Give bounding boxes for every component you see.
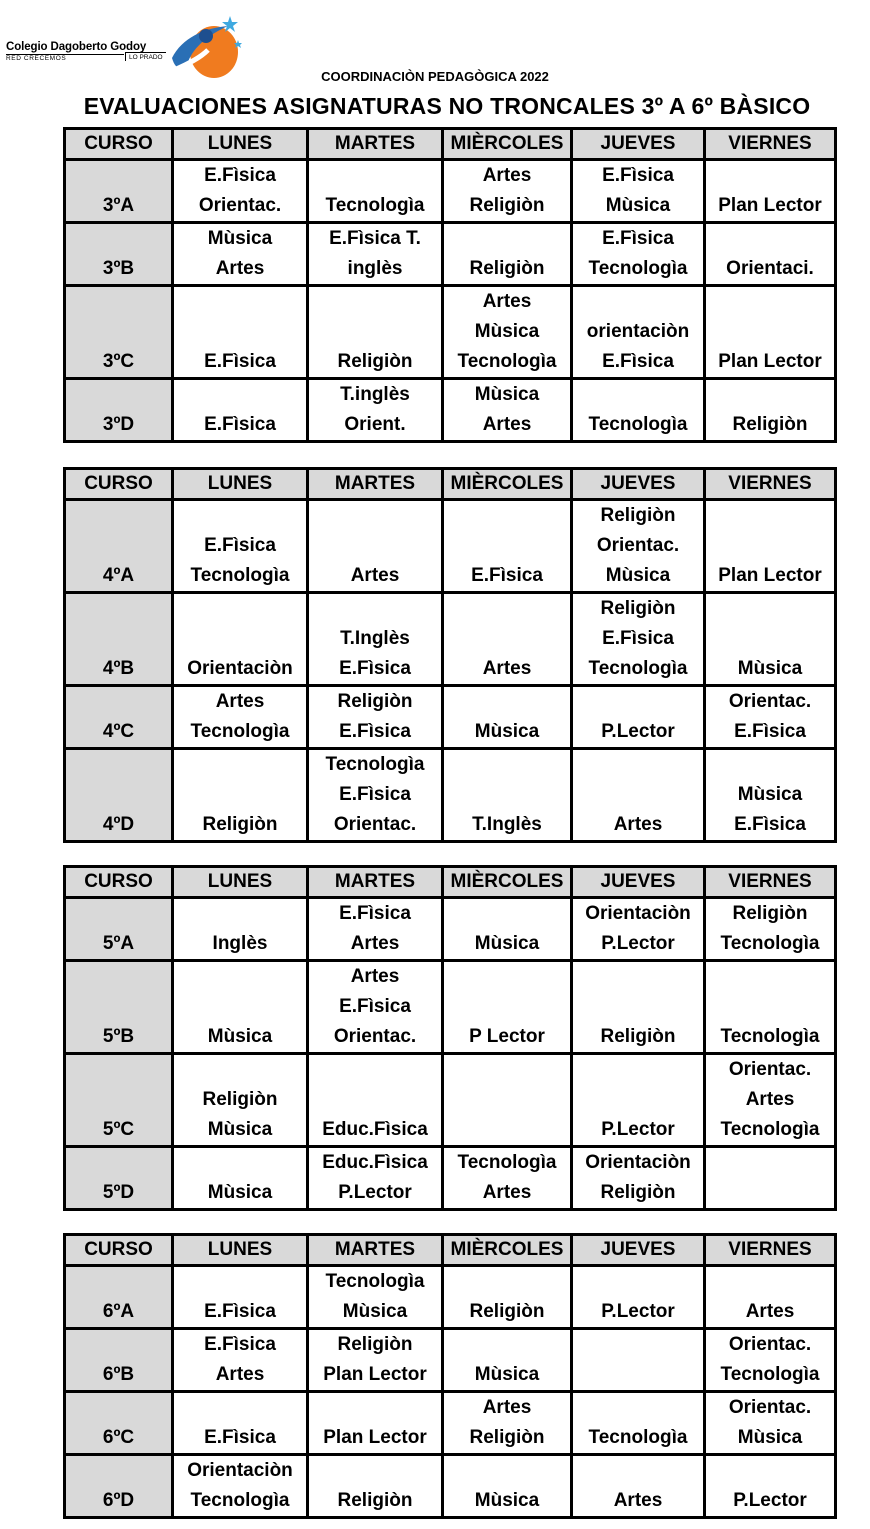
- subject-cell: [705, 1266, 836, 1329]
- subject-label: Religiòn: [469, 1427, 545, 1448]
- column-header: MARTES: [308, 469, 443, 500]
- subject-cell: [308, 1147, 443, 1210]
- subject-label: E.Fìsica: [204, 1334, 276, 1355]
- subject-label: Orientac.: [198, 195, 282, 216]
- schedule-table: [63, 865, 837, 1211]
- page-title: EVALUACIONES ASIGNATURAS NO TRONCALES 3º A 6º BÀSICO: [83, 93, 811, 119]
- subject-cell: [443, 898, 572, 961]
- subject-cell: [308, 1054, 443, 1147]
- subject-cell: [572, 286, 705, 379]
- subject-cell: [572, 1266, 705, 1329]
- course-cell: 6ºC: [65, 1392, 173, 1455]
- subject-label: Mùsica: [474, 933, 540, 954]
- subject-label: Mùsica: [605, 195, 671, 216]
- subject-label: E.Fìsica T.: [329, 228, 421, 249]
- subject-cell: [443, 1392, 572, 1455]
- subject-label: Tecnologìa: [190, 721, 290, 742]
- column-header: MARTES: [308, 867, 443, 898]
- subject-cell: [443, 749, 572, 842]
- subject-label: Artes: [350, 966, 400, 987]
- subject-label: Artes: [482, 165, 532, 186]
- table-row: [65, 286, 836, 379]
- subject-cell: [572, 223, 705, 286]
- subject-cell: [173, 1455, 308, 1518]
- subject-label: E.Fìsica: [204, 414, 276, 435]
- table-row: [65, 1392, 836, 1455]
- subject-cell: [443, 593, 572, 686]
- subject-label: Artes: [745, 1089, 795, 1110]
- subject-cell: [705, 160, 836, 223]
- subject-label: Orientaciòn: [585, 903, 691, 924]
- column-header: LUNES: [173, 1235, 308, 1266]
- subject-label: Religiòn: [469, 258, 545, 279]
- subject-cell: [173, 686, 308, 749]
- subject-label: Orientac.: [728, 1059, 812, 1080]
- subject-cell: [173, 1266, 308, 1329]
- table-row: [65, 160, 836, 223]
- header-row: [65, 1235, 836, 1266]
- subject-cell: [443, 686, 572, 749]
- column-header: JUEVES: [572, 129, 705, 160]
- subject-label: Tecnologìa: [588, 1427, 688, 1448]
- subject-label: T.Inglès: [472, 814, 542, 835]
- subject-cell: [173, 749, 308, 842]
- subject-cell: [173, 1147, 308, 1210]
- subject-label: Artes: [613, 1490, 663, 1511]
- table-row: [65, 1455, 836, 1518]
- subject-cell: [308, 223, 443, 286]
- subject-label: Artes: [482, 291, 532, 312]
- subject-label: Tecnologìa: [720, 1119, 820, 1140]
- subject-cell: [572, 1392, 705, 1455]
- subject-cell: [173, 160, 308, 223]
- subject-label: Plan Lector: [323, 1427, 427, 1448]
- subject-cell: [308, 160, 443, 223]
- subject-cell: [308, 1392, 443, 1455]
- subject-cell: [443, 500, 572, 593]
- subject-label: Religiòn: [600, 505, 676, 526]
- subject-label: Religiòn: [600, 1026, 676, 1047]
- header-row: [65, 129, 836, 160]
- course-cell: 3ºC: [65, 286, 173, 379]
- subject-cell: [443, 1455, 572, 1518]
- table-row: [65, 223, 836, 286]
- subject-label: Artes: [350, 933, 400, 954]
- subject-label: P.Lector: [601, 1301, 675, 1322]
- subject-label: Plan Lector: [718, 195, 822, 216]
- course-cell: 4ºC: [65, 686, 173, 749]
- subject-label: Religiòn: [337, 691, 413, 712]
- subject-label: E.Fìsica: [602, 165, 674, 186]
- subject-label: E.Fìsica: [471, 565, 543, 586]
- subject-label: Tecnologìa: [457, 1152, 557, 1173]
- subject-cell: [705, 1147, 836, 1210]
- subject-label: Orient.: [344, 414, 406, 435]
- subject-label: Orientaciòn: [585, 1152, 691, 1173]
- subject-label: Artes: [482, 1397, 532, 1418]
- subject-label: Mùsica: [207, 1119, 273, 1140]
- subject-label: Religiòn: [202, 814, 278, 835]
- subject-label: Artes: [215, 691, 265, 712]
- column-header: LUNES: [173, 469, 308, 500]
- subject-cell: [443, 1147, 572, 1210]
- subject-label: E.Fìsica: [734, 721, 806, 742]
- course-cell: 6ºD: [65, 1455, 173, 1518]
- subject-label: E.Fìsica: [339, 658, 411, 679]
- course-cell: 6ºA: [65, 1266, 173, 1329]
- subject-cell: [308, 379, 443, 442]
- course-cell: 3ºA: [65, 160, 173, 223]
- subject-cell: [308, 961, 443, 1054]
- subject-cell: [572, 379, 705, 442]
- subject-cell: [572, 898, 705, 961]
- subject-cell: [308, 286, 443, 379]
- subject-cell: [705, 686, 836, 749]
- subject-label: Orientac.: [596, 535, 680, 556]
- place-name: LO PRADO: [125, 52, 166, 61]
- subject-label: Orientaciòn: [187, 1460, 293, 1481]
- column-header: CURSO: [65, 867, 173, 898]
- subject-label: P.Lector: [601, 721, 675, 742]
- table-row: [65, 1266, 836, 1329]
- subject-label: Religiòn: [337, 1334, 413, 1355]
- subject-cell: [572, 1455, 705, 1518]
- column-header: MIÈRCOLES: [443, 469, 572, 500]
- subject-label: E.Fìsica: [339, 903, 411, 924]
- subject-label: Mùsica: [474, 1364, 540, 1385]
- column-header: MIÈRCOLES: [443, 1235, 572, 1266]
- course-cell: 3ºD: [65, 379, 173, 442]
- subject-label: Tecnologìa: [588, 658, 688, 679]
- subject-label: E.Fìsica: [602, 351, 674, 372]
- subject-cell: [572, 1054, 705, 1147]
- subject-cell: [173, 1392, 308, 1455]
- subject-label: T.Inglès: [340, 628, 410, 649]
- subject-cell: [308, 749, 443, 842]
- course-cell: 5ºB: [65, 961, 173, 1054]
- subject-cell: [705, 379, 836, 442]
- header-row: [65, 469, 836, 500]
- subject-label: E.Fìsica: [602, 228, 674, 249]
- subject-cell: [572, 961, 705, 1054]
- subject-label: Plan Lector: [718, 565, 822, 586]
- table-row: [65, 379, 836, 442]
- subject-label: Religiòn: [202, 1089, 278, 1110]
- subject-label: Mùsica: [474, 384, 540, 405]
- subject-label: E.Fìsica: [734, 814, 806, 835]
- subject-label: Orientac.: [728, 1397, 812, 1418]
- column-header: VIERNES: [705, 867, 836, 898]
- schedule-table: [63, 1233, 837, 1519]
- course-cell: 3ºB: [65, 223, 173, 286]
- subject-label: Religiòn: [600, 598, 676, 619]
- table-row: [65, 500, 836, 593]
- subject-cell: [443, 379, 572, 442]
- subject-cell: [705, 1054, 836, 1147]
- subject-cell: [572, 500, 705, 593]
- subject-cell: [443, 286, 572, 379]
- subject-cell: [173, 1329, 308, 1392]
- subject-label: Mùsica: [342, 1301, 408, 1322]
- column-header: CURSO: [65, 129, 173, 160]
- subject-cell: [173, 961, 308, 1054]
- course-cell: 5ºD: [65, 1147, 173, 1210]
- subject-label: Religiòn: [732, 414, 808, 435]
- subject-cell: [173, 593, 308, 686]
- subject-cell: [443, 223, 572, 286]
- subject-label: Mùsica: [207, 1182, 273, 1203]
- subject-cell: [173, 286, 308, 379]
- subject-cell: [173, 500, 308, 593]
- column-header: MARTES: [308, 129, 443, 160]
- subject-label: Mùsica: [737, 1427, 803, 1448]
- column-header: LUNES: [173, 129, 308, 160]
- column-header: CURSO: [65, 469, 173, 500]
- subject-cell: [308, 898, 443, 961]
- subject-label: Educ.Fìsica: [322, 1119, 428, 1140]
- table-row: [65, 1147, 836, 1210]
- subject-label: E.Fìsica: [204, 165, 276, 186]
- subject-label: Artes: [482, 1182, 532, 1203]
- subject-label: Mùsica: [737, 784, 803, 805]
- school-name: Colegio Dagoberto Godoy: [6, 41, 147, 53]
- subject-label: Artes: [613, 814, 663, 835]
- subject-cell: [443, 160, 572, 223]
- subject-label: Tecnologìa: [588, 414, 688, 435]
- subject-cell: [705, 223, 836, 286]
- subject-label: Inglès: [212, 933, 268, 954]
- subject-label: Artes: [215, 258, 265, 279]
- course-cell: 4ºA: [65, 500, 173, 593]
- subject-label: Orientac.: [333, 814, 417, 835]
- subject-label: Mùsica: [605, 565, 671, 586]
- subject-label: T.inglès: [340, 384, 410, 405]
- column-header: CURSO: [65, 1235, 173, 1266]
- subject-label: Artes: [215, 1364, 265, 1385]
- subject-cell: [705, 898, 836, 961]
- subject-label: Orientaciòn: [187, 658, 293, 679]
- table-row: [65, 749, 836, 842]
- subject-cell: [173, 379, 308, 442]
- subject-cell: [705, 500, 836, 593]
- subject-label: Religiòn: [469, 1301, 545, 1322]
- subject-cell: [572, 160, 705, 223]
- course-cell: 5ºC: [65, 1054, 173, 1147]
- subject-cell: [308, 500, 443, 593]
- subject-label: Tecnologìa: [325, 1271, 425, 1292]
- subject-label: Educ.Fìsica: [322, 1152, 428, 1173]
- subject-cell: [705, 749, 836, 842]
- column-header: JUEVES: [572, 1235, 705, 1266]
- subject-label: inglès: [347, 258, 403, 279]
- subject-label: Plan Lector: [718, 351, 822, 372]
- subject-cell: [705, 1392, 836, 1455]
- subject-cell: [308, 593, 443, 686]
- column-header: MIÈRCOLES: [443, 867, 572, 898]
- coordination-heading: COORDINACIÒN PEDAGÒGICA 2022: [321, 69, 549, 84]
- header-row: [65, 867, 836, 898]
- subject-cell: [443, 961, 572, 1054]
- subject-label: Religiòn: [600, 1182, 676, 1203]
- subject-label: Mùsica: [474, 721, 540, 742]
- subject-label: Artes: [482, 414, 532, 435]
- subject-label: orientaciòn: [586, 321, 690, 342]
- table-row: [65, 686, 836, 749]
- subject-cell: [572, 749, 705, 842]
- subject-cell: [308, 686, 443, 749]
- subject-label: Orientaci.: [726, 258, 814, 279]
- subject-label: E.Fìsica: [339, 996, 411, 1017]
- subject-label: Orientac.: [333, 1026, 417, 1047]
- subject-label: E.Fìsica: [204, 1427, 276, 1448]
- table-row: [65, 961, 836, 1054]
- column-header: MIÈRCOLES: [443, 129, 572, 160]
- schedule-table: [63, 467, 837, 843]
- subject-label: Mùsica: [474, 1490, 540, 1511]
- subject-label: Religiòn: [337, 1490, 413, 1511]
- subject-label: Artes: [350, 565, 400, 586]
- column-header: MARTES: [308, 1235, 443, 1266]
- subject-label: Tecnologìa: [190, 1490, 290, 1511]
- subject-cell: [308, 1455, 443, 1518]
- column-header: VIERNES: [705, 1235, 836, 1266]
- subject-label: E.Fìsica: [204, 1301, 276, 1322]
- subject-label: Mùsica: [737, 658, 803, 679]
- subject-label: E.Fìsica: [602, 628, 674, 649]
- subject-label: Plan Lector: [323, 1364, 427, 1385]
- table-row: [65, 1329, 836, 1392]
- subject-cell: [572, 1147, 705, 1210]
- subject-label: Tecnologìa: [325, 195, 425, 216]
- subject-label: Tecnologìa: [588, 258, 688, 279]
- column-header: VIERNES: [705, 469, 836, 500]
- course-cell: 5ºA: [65, 898, 173, 961]
- subject-cell: [443, 1329, 572, 1392]
- subject-label: Mùsica: [474, 321, 540, 342]
- subject-label: Tecnologìa: [190, 565, 290, 586]
- subject-label: P.Lector: [601, 1119, 675, 1140]
- page-header: [0, 0, 870, 130]
- subject-label: Orientac.: [728, 1334, 812, 1355]
- subject-label: Tecnologìa: [457, 351, 557, 372]
- subject-label: P.Lector: [338, 1182, 412, 1203]
- course-cell: 6ºB: [65, 1329, 173, 1392]
- subject-label: Orientac.: [728, 691, 812, 712]
- course-cell: 4ºD: [65, 749, 173, 842]
- subject-label: Religiòn: [469, 195, 545, 216]
- subject-cell: [173, 223, 308, 286]
- column-header: JUEVES: [572, 867, 705, 898]
- subject-cell: [308, 1266, 443, 1329]
- subject-label: P Lector: [469, 1026, 545, 1047]
- subject-cell: [572, 1329, 705, 1392]
- network-name: RED CRECEMOS: [6, 55, 67, 62]
- table-row: [65, 898, 836, 961]
- subject-cell: [572, 686, 705, 749]
- subject-label: Tecnologìa: [720, 933, 820, 954]
- subject-label: Artes: [745, 1301, 795, 1322]
- table-row: [65, 593, 836, 686]
- table-row: [65, 1054, 836, 1147]
- subject-label: Tecnologìa: [720, 1364, 820, 1385]
- column-header: JUEVES: [572, 469, 705, 500]
- subject-label: P.Lector: [601, 933, 675, 954]
- subject-label: Religiòn: [732, 903, 808, 924]
- subject-label: Mùsica: [207, 228, 273, 249]
- subject-cell: [705, 286, 836, 379]
- subject-label: E.Fìsica: [204, 535, 276, 556]
- subject-label: P.Lector: [733, 1490, 807, 1511]
- subject-cell: [705, 593, 836, 686]
- column-header: LUNES: [173, 867, 308, 898]
- schedule-table: [63, 127, 837, 443]
- subject-cell: [173, 1054, 308, 1147]
- subject-cell: [443, 1266, 572, 1329]
- subject-cell: [705, 1455, 836, 1518]
- subject-label: E.Fìsica: [339, 721, 411, 742]
- subject-label: Tecnologìa: [720, 1026, 820, 1047]
- subject-label: Religiòn: [337, 351, 413, 372]
- subject-label: Mùsica: [207, 1026, 273, 1047]
- subject-cell: [572, 593, 705, 686]
- subject-cell: [308, 1329, 443, 1392]
- subject-cell: [443, 1054, 572, 1147]
- subject-label: E.Fìsica: [204, 351, 276, 372]
- subject-cell: [705, 961, 836, 1054]
- subject-cell: [173, 898, 308, 961]
- course-cell: 4ºB: [65, 593, 173, 686]
- subject-cell: [705, 1329, 836, 1392]
- subject-label: E.Fìsica: [339, 784, 411, 805]
- column-header: VIERNES: [705, 129, 836, 160]
- subject-label: Artes: [482, 658, 532, 679]
- subject-label: Tecnologìa: [325, 754, 425, 775]
